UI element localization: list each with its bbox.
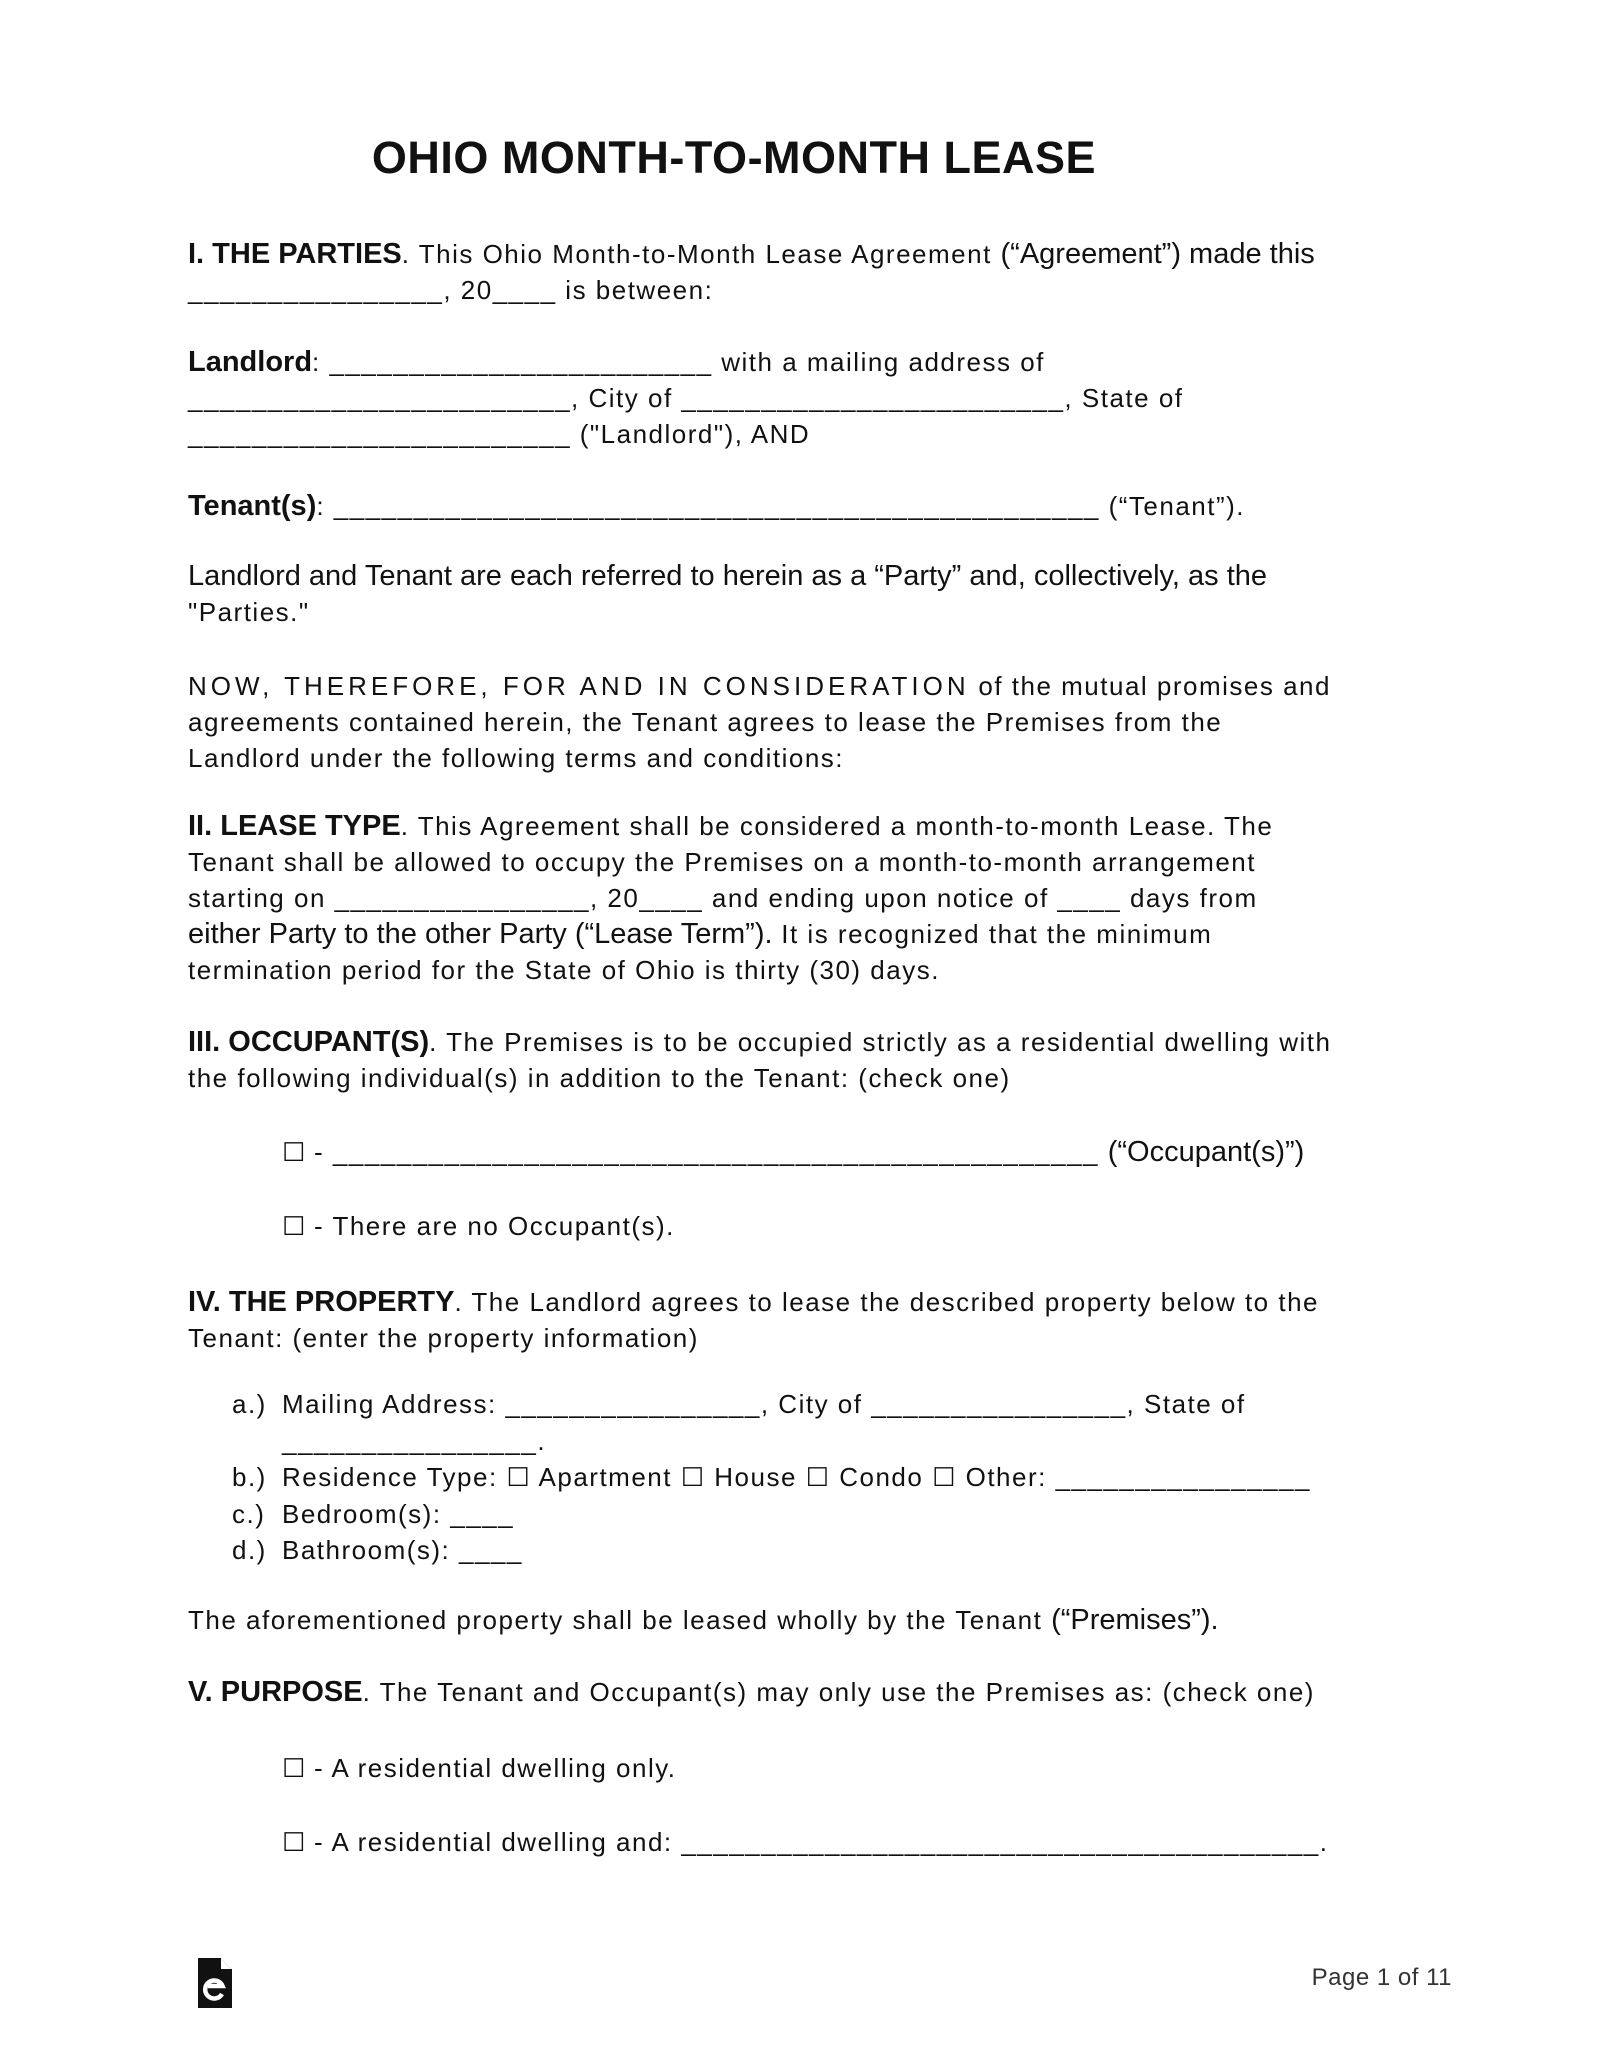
option-other: Other: ________________ (965, 1462, 1311, 1492)
now-therefore-line-2: agreements contained herein, the Tenant agrees to lease the Premises from the (188, 707, 1223, 737)
occupants-option-2 (282, 1208, 1432, 1244)
landlord-line-1: : ________________________ with a mailing address of (312, 347, 1045, 377)
list-item-label: d.) (232, 1535, 267, 1565)
now-therefore-line-1: of the mutual promises and (969, 671, 1331, 701)
list-item (232, 1532, 1432, 1569)
lease-term-def: either Party to the other Party (“Lease Term”). (188, 918, 773, 950)
property-details-list (232, 1386, 1432, 1569)
list-item (232, 1386, 1432, 1459)
tenant-label: Tenant(s) (188, 490, 317, 522)
checkbox-icon[interactable]: ☐ (506, 1462, 532, 1492)
option-house: House (714, 1462, 797, 1492)
purpose-option-2-text: - A residential dwelling and: ________________________________________. (305, 1827, 1329, 1857)
section-purpose (188, 1674, 1428, 1710)
checkbox-icon[interactable]: ☐ (282, 1137, 306, 1167)
premises-def: (“Premises”). (1051, 1604, 1219, 1636)
occupants-option-1 (282, 1134, 1432, 1170)
now-therefore-line-3: Landlord under the following terms and conditions: (188, 743, 845, 773)
section-landlord (188, 344, 1428, 452)
occupants-line-1: . The Premises is to be occupied strictly as a residential dwelling with (429, 1027, 1332, 1057)
property-line-2: Tenant: (enter the property information) (188, 1323, 699, 1353)
section-now-therefore (188, 668, 1428, 776)
occupants-line-2: the following individual(s) in addition to the Tenant: (check one) (188, 1063, 1011, 1093)
landlord-line-2: ________________________, City of ________________________, State of (188, 383, 1184, 413)
occupants-option-1-text: - ________________________________________________ (305, 1137, 1108, 1167)
bedrooms-line: Bedroom(s): ____ (282, 1498, 515, 1529)
section-parties-definition (188, 558, 1428, 630)
parties-heading: I. THE PARTIES (188, 238, 402, 270)
occupants-def: (“Occupant(s)”) (1107, 1136, 1305, 1168)
purpose-line-1: . The Tenant and Occupant(s) may only use the Premises as: (check one) (362, 1677, 1315, 1707)
lease-type-heading: II. LEASE TYPE (188, 810, 401, 842)
parties-date-line: ________________, 20____ is between: (188, 275, 714, 305)
landlord-line-3: ________________________ ("Landlord"), AND (188, 419, 811, 449)
parties-agreement-def: (“Agreement”) made this (1000, 238, 1315, 270)
parties-def-line-2: "Parties." (188, 597, 310, 627)
list-item (232, 1496, 1432, 1533)
purpose-option-2 (282, 1824, 1432, 1860)
checkbox-icon[interactable]: ☐ (282, 1827, 306, 1857)
checkbox-icon[interactable]: ☐ (282, 1753, 306, 1783)
list-item-label: b.) (232, 1462, 267, 1492)
document-logo-icon (196, 1958, 232, 2008)
checkbox-icon[interactable]: ☐ (680, 1462, 706, 1492)
purpose-heading: V. PURPOSE (188, 1676, 363, 1708)
occupants-option-2-text: - There are no Occupant(s). (305, 1211, 675, 1241)
list-item (232, 1459, 1432, 1496)
tenant-line: : ________________________________________________ (“Tenant”). (316, 491, 1246, 521)
parties-text: . This Ohio Month-to-Month Lease Agreement (401, 239, 1001, 269)
lease-type-line-3: starting on ________________, 20____ and ending upon notice of ____ days from (188, 883, 1258, 913)
checkbox-icon[interactable]: ☐ (805, 1462, 831, 1492)
property-line-1: . The Landlord agrees to lease the described property below to the (454, 1287, 1320, 1317)
lease-type-line-2: Tenant shall be allowed to occupy the Premises on a month-to-month arrangement (188, 847, 1256, 877)
section-occupants (188, 1024, 1428, 1096)
property-closing (188, 1602, 1428, 1638)
parties-def-line-1: Landlord and Tenant are each referred to herein as a “Party” and, collectively, as the (188, 560, 1268, 592)
occupants-heading: III. OCCUPANT(S) (188, 1026, 430, 1058)
lease-type-line-1: . This Agreement shall be considered a month-to-month Lease. The (400, 811, 1274, 841)
section-tenant (188, 488, 1428, 524)
lease-type-line-4: It is recognized that the minimum (772, 919, 1213, 949)
list-item-label: c.) (232, 1498, 266, 1529)
residence-type-label: Residence Type: (282, 1462, 507, 1492)
section-property (188, 1284, 1428, 1356)
page-number: Page 1 of 11 (1311, 1964, 1452, 1991)
option-apartment: Apartment (538, 1462, 672, 1492)
checkbox-icon[interactable]: ☐ (932, 1462, 957, 1492)
document-title: OHIO MONTH-TO-MONTH LEASE (371, 132, 1097, 183)
option-condo: Condo (839, 1462, 924, 1492)
property-closing-text: The aforementioned property shall be leased wholly by the Tenant (188, 1605, 1052, 1635)
bathrooms-line: Bathroom(s): ____ (282, 1535, 523, 1565)
section-lease-type (188, 808, 1428, 988)
mailing-address-line-2: ________________. (282, 1425, 547, 1456)
landlord-label: Landlord (188, 346, 313, 378)
lease-type-line-5: termination period for the State of Ohio is thirty (30) days. (188, 955, 940, 985)
checkbox-icon[interactable]: ☐ (282, 1211, 306, 1241)
now-therefore-caps: NOW, THEREFORE, FOR AND IN CONSIDERATION (188, 671, 970, 701)
purpose-option-1 (282, 1750, 1432, 1786)
purpose-option-1-text: - A residential dwelling only. (305, 1753, 677, 1783)
list-item-label: a.) (232, 1389, 267, 1419)
section-parties (188, 236, 1428, 308)
mailing-address-line-1: Mailing Address: ________________, City of ________________, State of (282, 1389, 1246, 1419)
property-heading: IV. THE PROPERTY (188, 1286, 455, 1318)
